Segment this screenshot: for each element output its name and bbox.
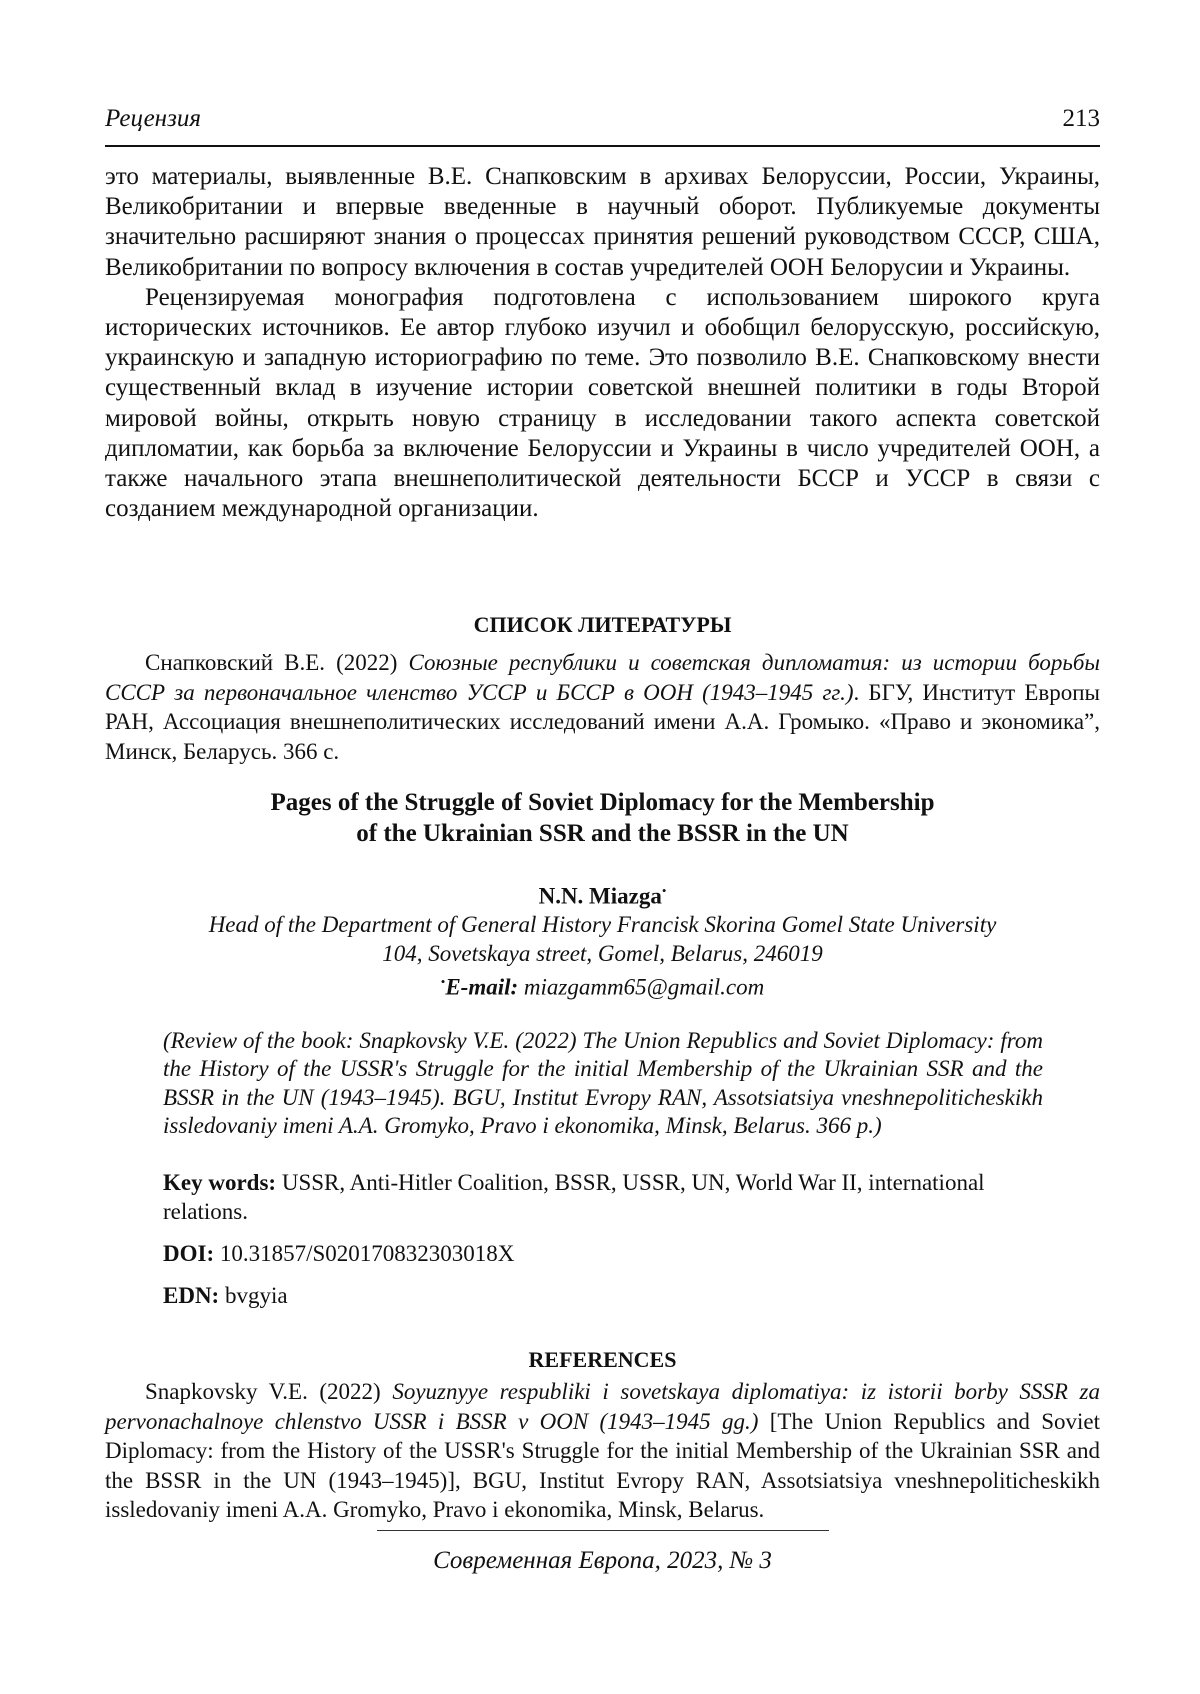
- literature-heading: СПИСОК ЛИТЕРАТУРЫ: [473, 612, 732, 637]
- journal-footer: Современная Европа, 2023, № 3: [433, 1547, 772, 1574]
- doi: [163, 1240, 1073, 1269]
- review-body: [105, 162, 1100, 524]
- ref-title: Союзные республики и советская дипломатия: из истории борьбы СССР за первоначальное членство УССР и БССР в ООН (1943–1945 гг.): [105, 650, 1100, 705]
- edn-value: bvgyia: [224, 1283, 288, 1308]
- title-line: Pages of the Struggle of Soviet Diplomacy for the Membership: [270, 789, 935, 816]
- author-affiliation: Head of the Department of General History Francisk Skorina Gomel State University: [208, 912, 997, 938]
- edn-label: EDN:: [163, 1283, 220, 1308]
- ref-publisher: . БГУ, Институт Европы РАН, Ассоциация внешнеполитических исследований имени А.А. Громыко. «Право и экономика”, Минск, Беларусь. 366 с.: [105, 679, 1100, 764]
- email-link[interactable]: miazgamm65@gmail.com: [523, 974, 765, 1000]
- ref-translation: [The Union Republics and Soviet Diplomacy: from the History of the USSR's Struggle for the initial Membership of the Ukrainian SSR and the BSSR in the UN (1943–1945)], BGU, Institut Evropy RAN, Assotsiatsiya vneshnepoliticheskikh issledovaniy imeni A.A. Gromyko, Pravo i ekonomika, Minsk, Belarus.: [105, 1408, 1100, 1522]
- reference-entry: [105, 1377, 1100, 1525]
- keywords-value: USSR, Anti-Hitler Coalition, BSSR, USSR, UN, World War II, international relations.: [163, 1170, 985, 1224]
- ref-author: Snapkovsky V.E. (2022): [145, 1379, 393, 1404]
- references-heading: REFERENCES: [528, 1347, 677, 1372]
- author-footnote-mark: •: [661, 883, 667, 898]
- author-block: [105, 877, 1100, 1002]
- review-note: (Review of the book: Snapkovsky V.E. (2022) The Union Republics and Soviet Diplomacy: from the History of the USSR's Struggle for the initial Membership of the Ukrainian SSR and the BSSR in the UN (1943–1945). BGU, Institut Evropy RAN, Assotsiatsiya vneshnepoliticheskikh issledovaniy imeni A.A. Gromyko, Pravo i ekonomika, Minsk, Belarus. 366 p.): [163, 1028, 1043, 1138]
- literature-entry: [105, 648, 1100, 766]
- page-number: 213: [1062, 105, 1100, 132]
- running-header: [105, 103, 1100, 147]
- ref-title: Soyuznyye respubliki i sovetskaya diplomatiya: iz istorii borby SSSR za pervonachalnoye chlenstvo USSR i BSSR v OON (1943–1945 gg.): [105, 1379, 1100, 1434]
- author-address: 104, Sovetskaya street, Gomel, Belarus, 246019: [382, 940, 823, 966]
- literature-list: [105, 648, 1100, 766]
- title-line: of the Ukrainian SSR and the BSSR in the UN: [356, 820, 849, 847]
- section-label: Рецензия: [105, 105, 201, 132]
- footer-divider: [377, 1530, 829, 1531]
- doi-label: DOI:: [163, 1241, 215, 1266]
- body-paragraph: Рецензируемая монография подготовлена с использованием широкого круга исторических источников. Ее автор глубоко изучил и обобщил белорусскую, российскую, украинскую и западную историографию по теме. Это позволило В.Е. Снапковскому внести существенный вклад в изучение истории советской внешней политики в годы Второй мировой войны, открыть новую страницу в исследовании такого аспекта советской дипломатии, как борьба за включение Белоруссии и Украины в число учредителей ООН, а также начального этапа внешнеполитической деятельности БССР и УССР в связи с созданием международной организации.: [105, 283, 1100, 523]
- email-footnote-mark: •: [440, 974, 446, 990]
- author-name: N.N. Miazga: [538, 883, 662, 909]
- references-list: [105, 1377, 1100, 1525]
- doi-value[interactable]: 10.31857/S020170832303018X: [219, 1241, 515, 1266]
- keywords: [163, 1169, 1073, 1226]
- english-title: [105, 787, 1100, 849]
- edn: [163, 1282, 1073, 1311]
- keywords-label: Key words:: [163, 1170, 277, 1195]
- ref-author: Снапковский В.Е. (2022): [145, 650, 409, 675]
- body-paragraph: это материалы, выявленные В.Е. Снапковским в архивах Белоруссии, России, Украины, Великобритании и впервые введенные в научный оборот. Публикуемые документы значительно расширяют знания о процессах принятия решений руководством СССР, США, Великобритании по вопросу включения в состав учредителей ООН Белорусии и Украины.: [105, 163, 1100, 281]
- email-label: E-mail:: [445, 974, 519, 1000]
